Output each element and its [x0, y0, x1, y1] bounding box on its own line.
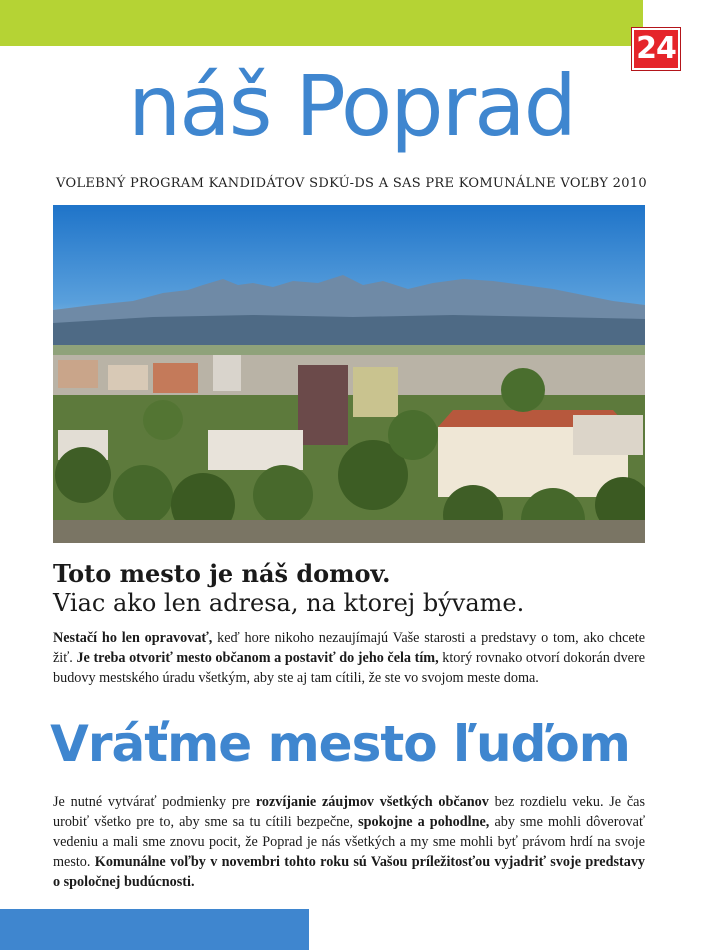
text: bez rozdielu veku. Je čas urobiť všetko pre to, aby sme sa tu cítili bezpečne,: [53, 794, 646, 830]
city-panorama-image: [53, 205, 645, 543]
masthead-title: náš Poprad: [128, 57, 575, 155]
headline-regular: Viac ako len adresa, na ktorej bývame.: [53, 589, 525, 617]
text-bold: Je treba otvoriť mesto občanom a postaviť do jeho čela tím,: [76, 650, 439, 666]
headline-bold: Toto mesto je náš domov.: [53, 559, 391, 588]
text-bold: rozvíjanie záujmov všetkých občanov: [255, 794, 489, 810]
text: keď hore nikoho nezaujímajú Vaše starosti a predstavy o tom, ako chcete žiť.: [53, 630, 645, 666]
slogan: Vráťme mesto ľuďom: [50, 715, 630, 773]
intro-paragraph: [53, 628, 645, 688]
bottom-accent-bar: [0, 909, 309, 950]
text: ktorý rovnako otvorí dokorán dvere budovy mestského úradu všetkým, aby ste aj tam cítili, že ste vo svojom meste doma.: [53, 650, 645, 686]
text: Je nutné vytvárať podmienky pre: [53, 794, 256, 810]
logo-24-badge: 24: [632, 28, 680, 70]
text-bold: Nestačí ho len opravovať,: [53, 630, 213, 646]
text-bold: Komunálne voľby v novembri tohto roku sú Vašou príležitosťou vyjadriť svoje predstavy o spoločnej budúcnosti.: [53, 854, 646, 890]
text: aby sme mohli dôverovať vedeniu a mali sme znovu pocit, že Poprad je nás všetkých a my sme mohli byť právom hrdí na svoje mesto.: [53, 814, 646, 870]
subtitle: VOLEBNÝ PROGRAM KANDIDÁTOV SDKÚ-DS A SAS PRE KOMUNÁLNE VOĽBY 2010: [56, 176, 647, 191]
top-accent-bar: [0, 0, 643, 46]
headline: [53, 560, 653, 618]
program-paragraph: [53, 792, 645, 892]
text-bold: spokojne a pohodlne,: [358, 814, 490, 830]
